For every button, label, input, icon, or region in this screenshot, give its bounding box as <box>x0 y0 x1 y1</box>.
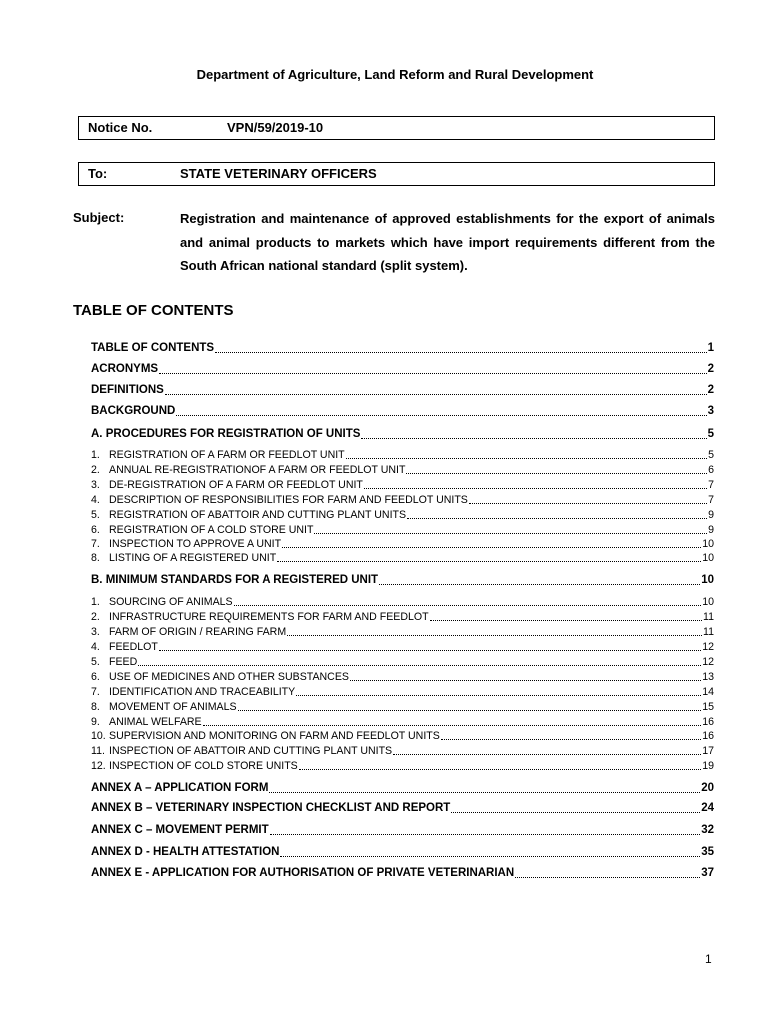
toc-dot-leader <box>159 372 707 374</box>
toc-entry-title: REGISTRATION OF A COLD STORE UNIT <box>109 524 314 536</box>
toc-entry-number: 8. <box>91 552 100 564</box>
toc-entry-page: 11 <box>703 611 714 623</box>
toc-entry-page: 10 <box>702 552 714 564</box>
toc-entry-page: 2 <box>707 384 714 396</box>
toc-entry[interactable] <box>91 716 714 729</box>
toc-entry-number: 8. <box>91 701 100 713</box>
toc-entry-number: 9. <box>91 716 100 728</box>
toc-entry-title: ANNEX C – MOVEMENT PERMIT <box>91 824 269 836</box>
toc-entry[interactable] <box>91 802 714 816</box>
toc-dot-leader <box>469 502 707 504</box>
toc-entry-title: FEEDLOT <box>109 641 158 653</box>
toc-entry[interactable] <box>91 671 714 684</box>
toc-entry[interactable] <box>91 524 714 537</box>
toc-entry-title: MOVEMENT OF ANIMALS <box>109 701 237 713</box>
toc-entry-title: FEED <box>109 656 138 668</box>
toc-entry[interactable] <box>91 494 714 507</box>
toc-entry[interactable] <box>91 846 714 860</box>
toc-entry-title: SOURCING OF ANIMALS <box>109 596 233 608</box>
toc-entry-number: 11. <box>91 745 105 757</box>
toc-entry-title: ANNEX B – VETERINARY INSPECTION CHECKLIST AND REPORT <box>91 802 451 814</box>
toc-entry-title: IDENTIFICATION AND TRACEABILITY <box>109 686 296 698</box>
toc-dot-leader <box>299 768 701 770</box>
toc-entry[interactable] <box>91 656 714 669</box>
toc-entry[interactable] <box>91 574 714 588</box>
to-recipient: STATE VETERINARY OFFICERS <box>180 166 377 181</box>
toc-dot-leader <box>350 679 701 681</box>
toc-entry[interactable] <box>91 867 714 881</box>
toc-entry-title: REGISTRATION OF A FARM OR FEEDLOT UNIT <box>109 449 345 461</box>
toc-heading: TABLE OF CONTENTS <box>73 302 234 319</box>
toc-dot-leader <box>406 472 707 474</box>
toc-entry-title: DESCRIPTION OF RESPONSIBILITIES FOR FARM AND FEEDLOT UNITS <box>109 494 468 506</box>
toc-entry-page: 1 <box>707 342 714 354</box>
toc-entry-number: 2. <box>91 611 100 623</box>
toc-entry[interactable] <box>91 596 714 609</box>
toc-entry[interactable] <box>91 626 714 639</box>
toc-entry-page: 11 <box>703 626 714 638</box>
toc-entry-title: INSPECTION TO APPROVE A UNIT <box>109 538 282 550</box>
toc-dot-leader <box>282 546 701 548</box>
toc-entry-page: 10 <box>702 538 714 550</box>
toc-entry-title: TABLE OF CONTENTS <box>91 342 215 354</box>
toc-entry-number: 7. <box>91 686 100 698</box>
notice-label: Notice No. <box>88 120 153 135</box>
toc-entry-title: ANNEX D - HEALTH ATTESTATION <box>91 846 280 858</box>
toc-entry-page: 12 <box>702 656 714 668</box>
toc-entry[interactable] <box>91 428 714 442</box>
to-label: To: <box>88 166 108 181</box>
toc-entry-number: 3. <box>91 626 100 638</box>
toc-entry[interactable] <box>91 686 714 699</box>
toc-entry-page: 7 <box>708 479 714 491</box>
toc-dot-leader <box>270 833 701 835</box>
toc-entry[interactable] <box>91 384 714 398</box>
toc-entry-number: 7. <box>91 538 100 550</box>
toc-dot-leader <box>515 876 700 878</box>
toc-entry-page: 9 <box>708 509 714 521</box>
toc-dot-leader <box>159 649 701 651</box>
toc-entry-number: 4. <box>91 641 100 653</box>
toc-entry-page: 35 <box>701 846 714 858</box>
toc-dot-leader <box>238 709 702 711</box>
toc-entry-title: B. MINIMUM STANDARDS FOR A REGISTERED UNIT <box>91 574 379 586</box>
toc-entry[interactable] <box>91 449 714 462</box>
toc-dot-leader <box>138 664 701 666</box>
to-box <box>78 162 715 186</box>
toc-entry-number: 6. <box>91 524 100 536</box>
toc-entry[interactable] <box>91 745 714 758</box>
toc-entry-number: 6. <box>91 671 100 683</box>
toc-entry-number: 3. <box>91 479 100 491</box>
toc-entry[interactable] <box>91 760 714 773</box>
toc-entry-title: BACKGROUND <box>91 405 176 417</box>
toc-entry[interactable] <box>91 641 714 654</box>
toc-dot-leader <box>277 560 701 562</box>
toc-entry-page: 13 <box>702 671 714 683</box>
toc-entry[interactable] <box>91 824 714 838</box>
toc-entry-number: 1. <box>91 596 100 608</box>
toc-entry[interactable] <box>91 405 714 419</box>
toc-dot-leader <box>393 753 701 755</box>
toc-dot-leader <box>215 351 707 353</box>
toc-entry[interactable] <box>91 464 714 477</box>
toc-dot-leader <box>234 604 702 606</box>
toc-entry-title: USE OF MEDICINES AND OTHER SUBSTANCES <box>109 671 349 683</box>
subject-text: Registration and maintenance of approved establishments for the export of animals and animal products to markets which have import requirements different from the South African national standard (split system). <box>180 211 715 273</box>
toc-entry-page: 20 <box>701 782 714 794</box>
toc-entry-page: 5 <box>707 428 714 440</box>
toc-entry-number: 5. <box>91 509 100 521</box>
notice-number: VPN/59/2019-10 <box>227 120 324 135</box>
toc-entry-number: 4. <box>91 494 100 506</box>
toc-dot-leader <box>379 583 700 585</box>
toc-entry[interactable] <box>91 342 714 356</box>
toc-entry-page: 2 <box>707 363 714 375</box>
toc-entry[interactable] <box>91 479 714 492</box>
toc-entry-number: 12. <box>91 760 106 772</box>
toc-entry-page: 32 <box>701 824 714 836</box>
toc-entry-page: 9 <box>708 524 714 536</box>
toc-dot-leader <box>430 619 702 621</box>
toc-entry-title: ACRONYMS <box>91 363 159 375</box>
toc-entry-page: 19 <box>702 760 714 772</box>
toc-entry-page: 15 <box>702 701 714 713</box>
toc-entry-title: INSPECTION OF COLD STORE UNITS <box>109 760 298 772</box>
toc-dot-leader <box>314 532 707 534</box>
toc-entry-title: A. PROCEDURES FOR REGISTRATION OF UNITS <box>91 428 361 440</box>
toc-dot-leader <box>165 393 707 395</box>
toc-entry-page: 10 <box>701 574 714 586</box>
department-title: Department of Agriculture, Land Reform and Rural Development <box>196 67 594 82</box>
toc-entry-page: 16 <box>702 716 714 728</box>
toc-entry-title: ANNEX A – APPLICATION FORM <box>91 782 269 794</box>
toc-dot-leader <box>407 517 707 519</box>
toc-entry-page: 6 <box>708 464 714 476</box>
toc-entry-page: 5 <box>708 449 714 461</box>
toc-dot-leader <box>451 811 700 813</box>
toc-entry-page: 10 <box>702 596 714 608</box>
toc-entry-title: ANNEX E - APPLICATION FOR AUTHORISATION OF PRIVATE VETERINARIAN <box>91 867 515 879</box>
toc-entry-page: 3 <box>707 405 714 417</box>
notice-box <box>78 116 715 140</box>
toc-entry-title: LISTING OF A REGISTERED UNIT <box>109 552 277 564</box>
toc-entry-number: 1. <box>91 449 100 461</box>
toc-entry-page: 7 <box>708 494 714 506</box>
toc-dot-leader <box>364 487 707 489</box>
toc-dot-leader <box>441 738 701 740</box>
toc-entry-number: 5. <box>91 656 100 668</box>
toc-dot-leader <box>287 634 702 636</box>
toc-dot-leader <box>361 437 706 439</box>
toc-entry-page: 16 <box>702 730 714 742</box>
toc-entry-title: SUPERVISION AND MONITORING ON FARM AND FEEDLOT UNITS <box>109 730 440 742</box>
toc-entry[interactable] <box>91 611 714 624</box>
toc-entry-page: 37 <box>701 867 714 879</box>
toc-dot-leader <box>269 791 700 793</box>
toc-entry[interactable] <box>91 363 714 377</box>
toc-entry-title: INSPECTION OF ABATTOIR AND CUTTING PLANT UNITS <box>109 745 393 757</box>
toc-entry-page: 24 <box>701 802 714 814</box>
subject-label: Subject: <box>73 210 125 225</box>
page-number: 1 <box>705 952 712 966</box>
toc-entry-page: 17 <box>702 745 714 757</box>
toc-entry[interactable] <box>91 509 714 522</box>
toc-entry-title: REGISTRATION OF ABATTOIR AND CUTTING PLANT UNITS <box>109 509 407 521</box>
toc-dot-leader <box>203 724 702 726</box>
toc-entry-title: INFRASTRUCTURE REQUIREMENTS FOR FARM AND FEEDLOT <box>109 611 429 623</box>
toc-entry[interactable] <box>91 730 714 743</box>
toc-entry-page: 12 <box>702 641 714 653</box>
toc-dot-leader <box>176 414 706 416</box>
toc-entry-number: 2. <box>91 464 100 476</box>
toc-entry-title: FARM OF ORIGIN / REARING FARM <box>109 626 287 638</box>
toc-dot-leader <box>280 855 700 857</box>
toc-dot-leader <box>346 457 707 459</box>
toc-entry-title: DEFINITIONS <box>91 384 164 396</box>
toc-entry[interactable] <box>91 701 714 714</box>
toc-dot-leader <box>296 694 701 696</box>
toc-entry[interactable] <box>91 538 714 551</box>
toc-entry-title: ANIMAL WELFARE <box>109 716 202 728</box>
toc-entry-page: 14 <box>702 686 714 698</box>
toc-entry-number: 10. <box>91 730 106 742</box>
toc-entry-title: ANNUAL RE-REGISTRATIONOF A FARM OR FEEDLOT UNIT <box>109 464 406 476</box>
toc-entry[interactable] <box>91 552 714 565</box>
toc-entry-title: DE-REGISTRATION OF A FARM OR FEEDLOT UNIT <box>109 479 363 491</box>
toc-entry[interactable] <box>91 782 714 796</box>
